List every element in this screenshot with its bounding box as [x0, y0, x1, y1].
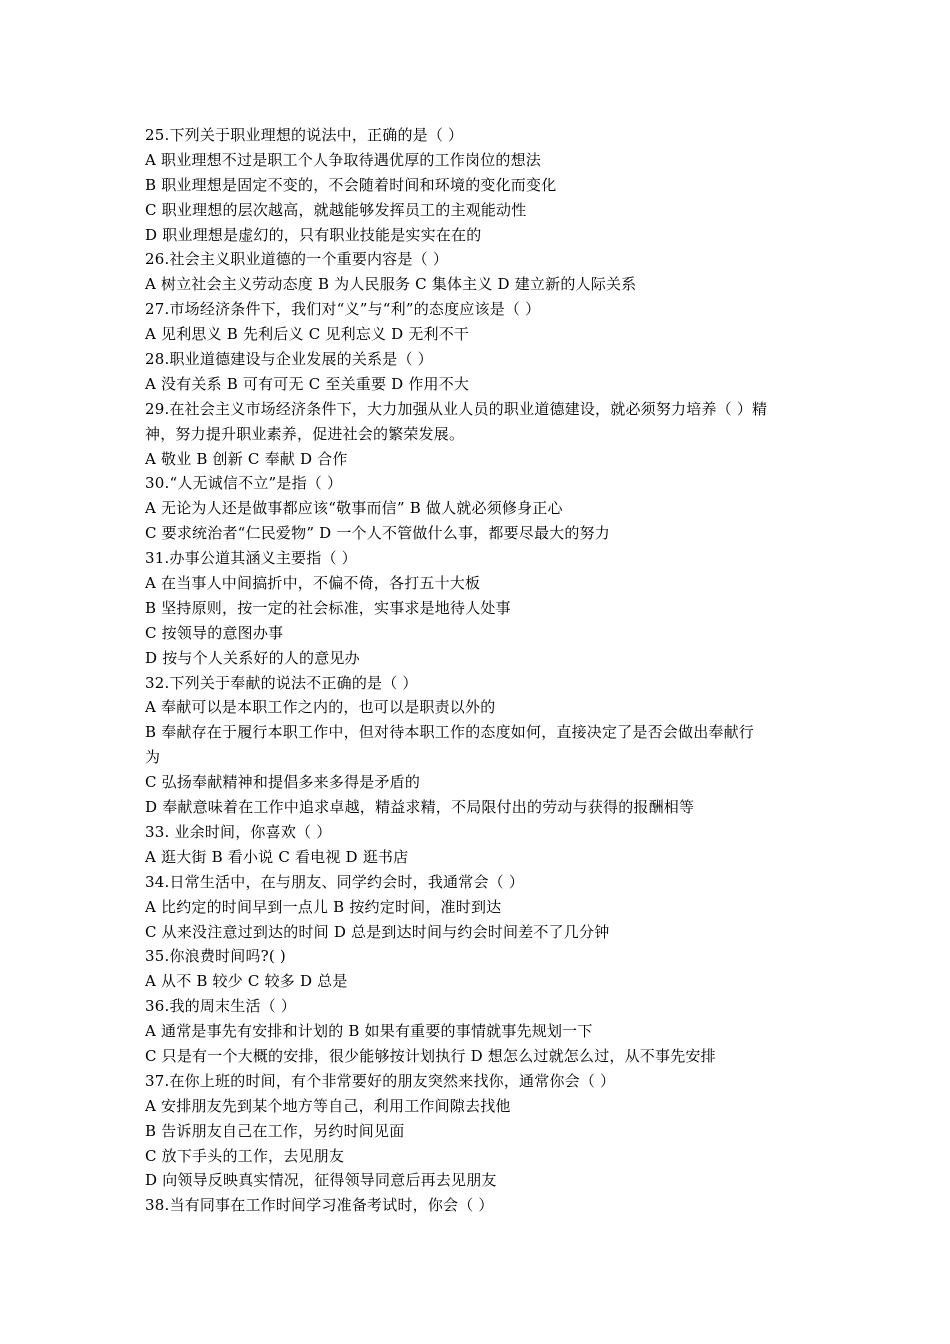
- question-30: 30.“人无诚信不立”是指（ ）: [145, 474, 343, 493]
- options-30-cd: C 要求统治者“仁民爱物” D 一个人不管做什么事，都要尽最大的努力: [145, 524, 610, 543]
- options-33: A 逛大街 B 看小说 C 看电视 D 逛书店: [145, 847, 409, 866]
- question-31: 31.办事公道其涵义主要指（ ）: [145, 549, 357, 568]
- options-34-cd: C 从来没注意过到达的时间 D 总是到达时间与约会时间差不了几分钟: [145, 922, 610, 941]
- question-37: 37.在你上班的时间，有个非常要好的朋友突然来找你，通常你会（ ）: [145, 1071, 616, 1090]
- question-33: 33. 业余时间，你喜欢（ ）: [145, 822, 332, 841]
- question-29-line-2: 神，努力提升职业素养，促进社会的繁荣发展。: [145, 424, 465, 443]
- option-37-c: C 放下手头的工作，去见朋友: [145, 1146, 345, 1165]
- option-37-d: D 向领导反映真实情况，征得领导同意后再去见朋友: [145, 1171, 497, 1190]
- question-35: 35.你浪费时间吗?( ): [145, 947, 286, 966]
- option-31-a: A 在当事人中间搞折中，不偏不倚，各打五十大板: [145, 574, 481, 593]
- option-25-c: C 职业理想的层次越高，就越能够发挥员工的主观能动性: [145, 200, 527, 219]
- option-37-b: B 告诉朋友自己在工作，另约时间见面: [145, 1121, 405, 1140]
- question-27: 27.市场经济条件下，我们对“义”与“利”的态度应该是（ ）: [145, 300, 541, 319]
- options-29: A 敬业 B 创新 C 奉献 D 合作: [145, 449, 348, 468]
- option-32-d: D 奉献意味着在工作中追求卓越，精益求精，不局限付出的劳动与获得的报酬相等: [145, 798, 695, 817]
- option-25-d: D 职业理想是虚幻的，只有职业技能是实实在在的: [145, 225, 482, 244]
- question-36: 36.我的周末生活（ ）: [145, 997, 297, 1016]
- question-26: 26.社会主义职业道德的一个重要内容是（ ）: [145, 250, 449, 269]
- option-25-a: A 职业理想不过是职工个人争取待遇优厚的工作岗位的想法: [145, 150, 542, 169]
- options-35: A 从不 B 较少 C 较多 D 总是: [145, 972, 348, 991]
- question-25: 25.下列关于职业理想的说法中，正确的是（ ）: [145, 126, 464, 144]
- options-34-ab: A 比约定的时间早到一点儿 B 按约定时间，准时到达: [145, 897, 502, 916]
- question-32: 32.下列关于奉献的说法不正确的是（ ）: [145, 673, 418, 692]
- options-26: A 树立社会主义劳动态度 B 为人民服务 C 集体主义 D 建立新的人际关系: [145, 275, 637, 294]
- option-32-c: C 弘扬奉献精神和提倡多来多得是矛盾的: [145, 773, 421, 792]
- option-37-a: A 安排朋友先到某个地方等自己，利用工作间隙去找他: [145, 1096, 511, 1115]
- question-28: 28.职业道德建设与企业发展的关系是（ ）: [145, 350, 433, 369]
- question-29-line-1: 29.在社会主义市场经济条件下，大力加强从业人员的职业道德建设，就必须努力培养（ ）精: [145, 399, 768, 418]
- option-31-d: D 按与个人关系好的人的意见办: [145, 648, 360, 667]
- question-34: 34.日常生活中，在与朋友、同学约会时，我通常会（ ）: [145, 872, 525, 891]
- options-27: A 见利思义 B 先利后义 C 见利忘义 D 无利不干: [145, 325, 470, 344]
- option-31-c: C 按领导的意图办事: [145, 623, 284, 642]
- option-25-b: B 职业理想是固定不变的，不会随着时间和环境的变化而变化: [145, 175, 557, 194]
- option-32-a: A 奉献可以是本职工作之内的，也可以是职责以外的: [145, 698, 496, 717]
- options-30-ab: A 无论为人还是做事都应该“敬事而信” B 做人就必须修身正心: [145, 499, 563, 518]
- option-32-b-line-2: 为: [145, 748, 161, 767]
- question-38: 38.当有同事在工作时间学习准备考试时，你会（ ）: [145, 1196, 494, 1215]
- option-32-b-line-1: B 奉献存在于履行本职工作中，但对待本职工作的态度如何，直接决定了是否会做出奉献行: [145, 723, 754, 742]
- options-28: A 没有关系 B 可有可无 C 至关重要 D 作用不大: [145, 374, 470, 393]
- option-31-b: B 坚持原则，按一定的社会标准，实事求是地待人处事: [145, 598, 511, 617]
- options-36-cd: C 只是有一个大概的安排，很少能够按计划执行 D 想怎么过就怎么过，从不事先安排: [145, 1046, 716, 1065]
- options-36-ab: A 通常是事先有安排和计划的 B 如果有重要的事情就事先规划一下: [145, 1022, 593, 1041]
- document-body: [145, 123, 815, 1218]
